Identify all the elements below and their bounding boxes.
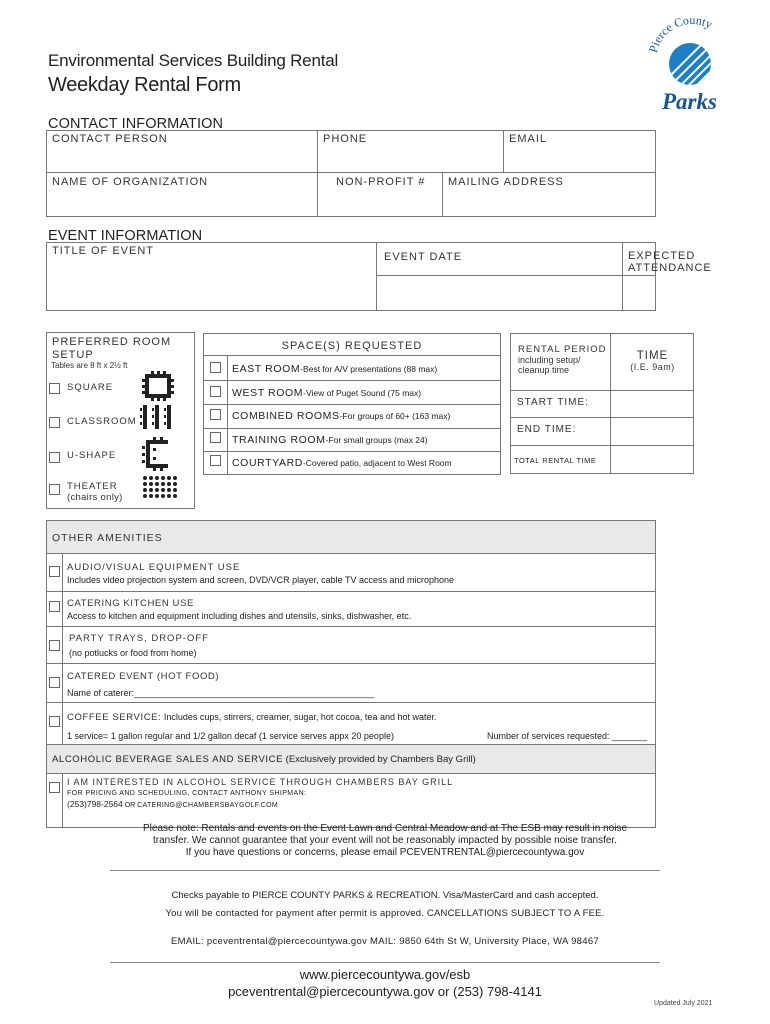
av-equipment-checkbox[interactable]	[49, 566, 60, 577]
room-setup-title: PREFERRED ROOM SETUP	[52, 336, 172, 361]
contact-person-field[interactable]: CONTACT PERSON	[52, 133, 168, 145]
caterer-name-field[interactable]: Name of caterer:________________________________________________	[67, 688, 375, 698]
coffee-service-item: COFFEE SERVICE: Includes cups, stirrers, creamer, sugar, hot cocoa, tea and hot water. 1 service= 1 gallon regular and 1/2 gallon decaf (1 service serves appx 20 people) Number of services requested: _______	[67, 708, 652, 746]
space-west-room-label: WEST ROOM-View of Puget Sound (75 max)	[232, 387, 422, 399]
space-combined-rooms-checkbox[interactable]	[210, 409, 221, 420]
alcohol-service-checkbox[interactable]	[49, 782, 60, 793]
party-trays-item: PARTY TRAYS, DROP-OFF (no potlucks or food from home)	[69, 633, 209, 658]
space-training-room-checkbox[interactable]	[210, 432, 221, 443]
space-courtyard-checkbox[interactable]	[210, 455, 221, 466]
payment-info: Checks payable to PIERCE COUNTY PARKS & RECREATION. Visa/MasterCard and cash accepted.	[171, 890, 599, 901]
space-east-room-label: EAST ROOM-Best for A/V presentations (88 max)	[232, 363, 438, 375]
expected-attendance-field[interactable]: EXPECTED ATTENDANCE	[628, 250, 712, 274]
form-title: Weekday Rental Form	[48, 74, 241, 96]
email-field[interactable]: EMAIL	[509, 133, 548, 145]
website-link[interactable]: www.piercecountywa.gov/esb	[299, 967, 471, 982]
space-training-room-label: TRAINING ROOM-For small groups (max 24)	[232, 434, 428, 446]
space-east-room-checkbox[interactable]	[210, 362, 221, 373]
coffee-service-checkbox[interactable]	[49, 716, 60, 727]
space-combined-rooms-label: COMBINED ROOMS-For groups of 60+ (163 max)	[232, 410, 451, 422]
alcohol-service-item: I AM INTERESTED IN ALCOHOL SERVICE THROUGH CHAMBERS BAY GRILL FOR PRICING AND SCHEDULING, CONTACT ANTHONY SHIPMAN: (253)798-2564 OR CATERING@CHAMBERSBAYGOLF.COM	[67, 777, 454, 809]
contact-section-title: CONTACT INFORMATION	[48, 116, 224, 132]
setup-theater-label: THEATER (chairs only)	[67, 481, 123, 503]
catering-kitchen-item: CATERING KITCHEN USE Access to kitchen and equipment including dishes and utensils, sinks, dishwasher, etc.	[67, 598, 412, 621]
space-courtyard-label: COURTYARD-Covered patio, adjacent to West Room	[232, 457, 452, 469]
form-subtitle: Environmental Services Building Rental	[48, 51, 339, 70]
logo-graphic	[644, 14, 736, 116]
end-time-field[interactable]: END TIME:	[517, 424, 577, 435]
theater-setup-icon	[143, 476, 177, 498]
av-equipment-item: AUDIO/VISUAL EQUIPMENT USE Includes video projection system and screen, DVD/VCR player, cable TV access and microphone	[67, 562, 455, 585]
catered-event-checkbox[interactable]	[49, 677, 60, 688]
square-setup-icon	[142, 371, 174, 401]
catering-kitchen-checkbox[interactable]	[49, 601, 60, 612]
setup-classroom-checkbox[interactable]	[49, 417, 60, 428]
logo-wordmark: Parks	[662, 89, 717, 114]
logo-arc-text: Pierce County	[645, 14, 715, 55]
setup-classroom-label: CLASSROOM	[67, 416, 137, 427]
payment-approval-info: You will be contacted for payment after permit is approved. CANCELLATIONS SUBJECT TO A FEE.	[165, 908, 605, 919]
start-time-field[interactable]: START TIME:	[517, 397, 589, 408]
organization-name-field[interactable]: NAME OF ORGANIZATION	[52, 176, 209, 188]
mailing-address-field[interactable]: MAILING ADDRESS	[448, 176, 564, 188]
event-section-title: EVENT INFORMATION	[48, 228, 203, 244]
tables-note: Tables are 8 ft x 2½ ft	[51, 361, 128, 370]
divider	[110, 870, 660, 871]
pierce-county-parks-logo	[644, 14, 736, 116]
total-rental-time-field[interactable]: TOTAL RENTAL TIME	[514, 456, 597, 465]
setup-ushape-checkbox[interactable]	[49, 452, 60, 463]
amenities-section-title: OTHER AMENITIES	[52, 532, 163, 544]
event-title-field[interactable]: TITLE OF EVENT	[52, 245, 155, 257]
event-date-field[interactable]: EVENT DATE	[384, 251, 463, 263]
space-west-room-checkbox[interactable]	[210, 386, 221, 397]
nonprofit-field[interactable]: NON-PROFIT #	[336, 176, 426, 188]
footer-contact[interactable]: pceventrental@piercecountywa.gov or (253) 798-4141	[228, 984, 542, 999]
divider	[110, 962, 660, 963]
updated-date: Updated July 2021	[654, 1000, 713, 1007]
ushape-setup-icon	[142, 437, 172, 471]
alcohol-section-title: ALCOHOLIC BEVERAGE SALES AND SERVICE (Exclusively provided by Chambers Bay Grill)	[52, 754, 476, 765]
phone-field[interactable]: PHONE	[323, 133, 368, 145]
setup-square-label: SQUARE	[67, 382, 114, 393]
setup-ushape-label: U-SHAPE	[67, 450, 117, 461]
classroom-setup-icon	[140, 405, 176, 429]
coffee-services-count-field[interactable]: Number of services requested: _______	[487, 731, 648, 741]
spaces-title: SPACE(S) REQUESTED	[281, 340, 423, 352]
setup-theater-checkbox[interactable]	[49, 484, 60, 495]
catered-event-item: CATERED EVENT (HOT FOOD) Name of caterer:________________________________________________	[67, 668, 374, 702]
rental-period-label: RENTAL PERIOD including setup/ cleanup time	[518, 344, 607, 375]
noise-notice: Please note: Rentals and events on the Event Lawn and Central Meadow and at The ESB may result in noise transfer. We cannot guarantee that your event will not be reasonably impacted by possible noise transfer. If you have questions or concerns, please email PCEVENTRENTAL@piercecountywa.gov	[143, 823, 627, 858]
time-column-header: TIME (I.E. 9am)	[630, 350, 675, 372]
party-trays-checkbox[interactable]	[49, 640, 60, 651]
contact-info-line: EMAIL: pceventrental@piercecountywa.gov MAIL: 9850 64th St W, University Place, WA 98467	[170, 936, 600, 947]
setup-square-checkbox[interactable]	[49, 383, 60, 394]
